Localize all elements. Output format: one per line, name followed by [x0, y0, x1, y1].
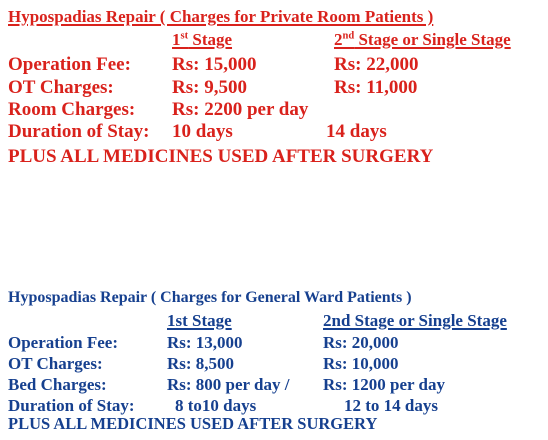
general-row-label: OT Charges: — [8, 354, 103, 373]
general-row-value-1st: 8 to10 days — [175, 396, 257, 415]
general-row-value-2nd: Rs: 10,000 — [323, 354, 399, 373]
general-row-label: Operation Fee: — [8, 333, 118, 352]
private-row-label: Duration of Stay: — [8, 121, 150, 142]
general-row-value-2nd: Rs: 20,000 — [323, 333, 399, 352]
private-row-value-1st: 10 days — [172, 121, 233, 142]
private-row-value-1st: Rs: 9,500 — [172, 77, 247, 98]
general-row-value-2nd: 12 to 14 days — [344, 396, 438, 415]
general-col-header-1st-stage: 1st Stage — [167, 311, 232, 330]
general-row-value-1st: Rs: 8,500 — [167, 354, 235, 373]
general-row-label: Bed Charges: — [8, 375, 107, 394]
private-row-label: Operation Fee: — [8, 54, 131, 75]
private-medicines-note: PLUS ALL MEDICINES USED AFTER SURGERY — [8, 146, 434, 167]
general-row-value-1st: Rs: 13,000 — [167, 333, 243, 352]
private-row-label: OT Charges: — [8, 77, 114, 98]
private-row-value-2nd: Rs: 11,000 — [334, 77, 418, 98]
general-ward-title: Hypospadias Repair ( Charges for General Ward Patients ) — [8, 289, 412, 306]
private-row-value-2nd: Rs: 22,000 — [334, 54, 419, 75]
general-row-value-2nd: Rs: 1200 per day — [323, 375, 445, 394]
general-row-label: Duration of Stay: — [8, 396, 135, 415]
private-row-label: Room Charges: — [8, 99, 136, 120]
private-row-value-1st: Rs: 2200 per day — [172, 99, 309, 120]
private-row-value-1st: Rs: 15,000 — [172, 54, 257, 75]
private-col-header-2nd-stage: 2nd Stage or Single Stage — [334, 30, 511, 49]
general-col-header-2nd-stage: 2nd Stage or Single Stage — [323, 311, 507, 330]
private-room-title: Hypospadias Repair ( Charges for Private Room Patients ) — [8, 7, 434, 26]
general-row-value-1st: Rs: 800 per day / — [167, 375, 290, 394]
private-row-value-2nd: 14 days — [326, 121, 387, 142]
general-medicines-note: PLUS ALL MEDICINES USED AFTER SURGERY — [8, 414, 378, 433]
private-col-header-1st-stage: 1st Stage — [172, 30, 233, 49]
